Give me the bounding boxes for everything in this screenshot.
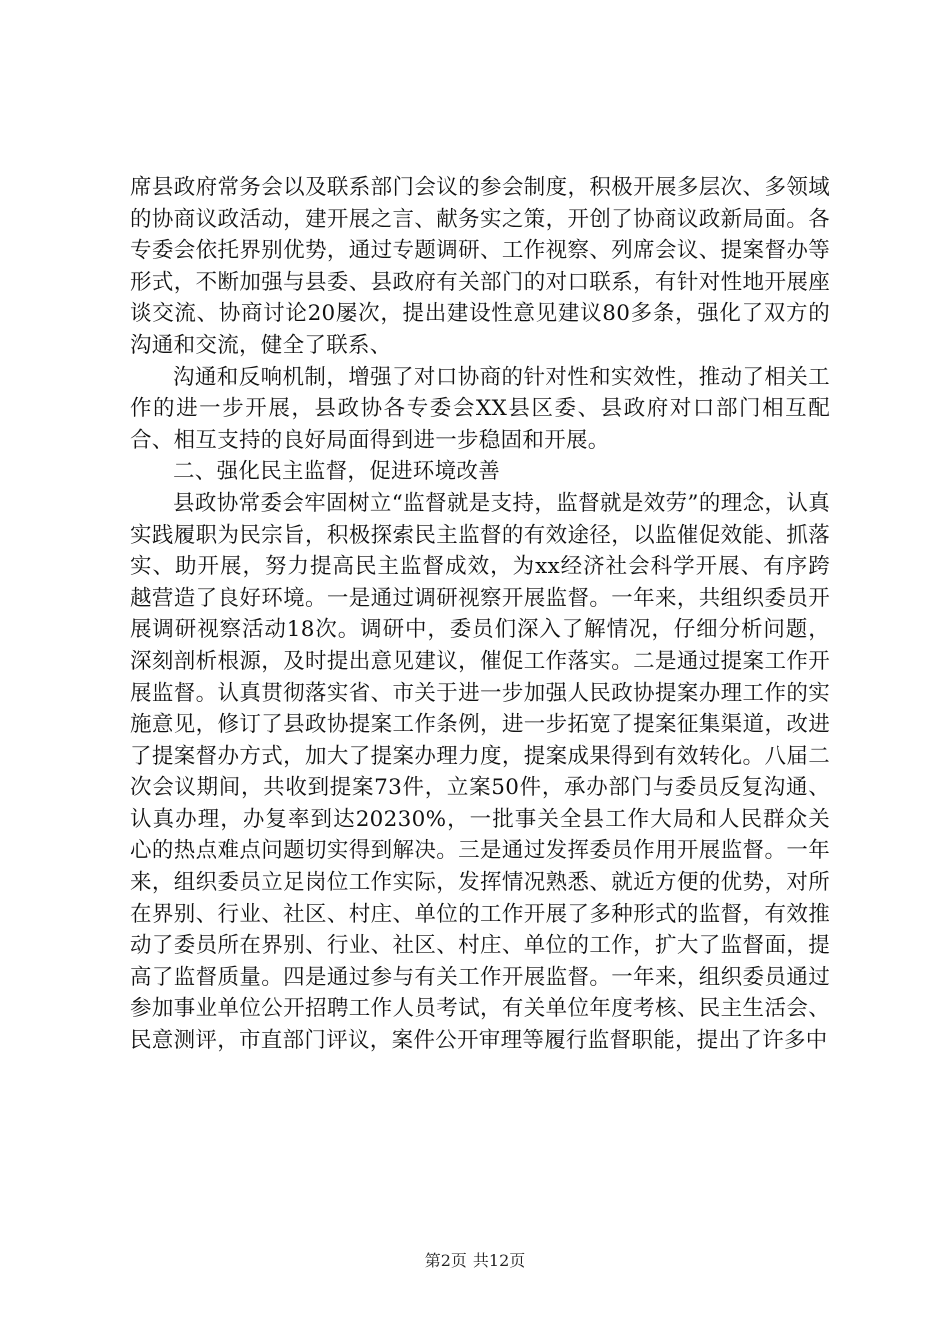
- page-number: 第2页: [424, 1251, 467, 1270]
- document-body: [130, 172, 830, 1057]
- section-heading-democratic-supervision: 二、强化民主监督，促进环境改善: [173, 459, 501, 485]
- paragraph-feedback-mechanism: 沟通和反响机制，增强了对口协商的针对性和实效性，推动了相关工作的进一步开展，县政协各专委会XX县区委、县政府对口部门相互配合、相互支持的良好局面得到进一步稳固和开展。: [130, 364, 830, 453]
- page-total: 共12页: [472, 1251, 526, 1270]
- page-footer: [0, 1248, 950, 1271]
- paragraph-supervision-details: 县政协常委会牢固树立“监督就是支持，监督就是效劳”的理念，认真实践履职为民宗旨，积极探索民主监督的有效途径，以监催促效能、抓落实、助开展，努力提高民主监督成效，为xx经济社会科学开展、有序跨越营造了良好环境。一是通过调研视察开展监督。一年来，共组织委员开展调研视察活动18次。调研中，委员们深入了解情况，仔细分析问题，深刻剖析根源，及时提出意见建议，催促工作落实。二是通过提案工作开展监督。认真贯彻落实省、市关于进一步加强人民政协提案办理工作的实施意见，修订了县政协提案工作条例，进一步拓宽了提案征集渠道，改进了提案督办方式，加大了提案办理力度，提案成果得到有效转化。八届二次会议期间，共收到提案73件，立案50件，承办部门与委员反复沟通、认真办理，办复率到达20230%，一批事关全县工作大局和人民群众关心的热点难点问题切实得到解决。三是通过发挥委员作用开展监督。一年来，组织委员立足岗位工作实际，发挥情况熟悉、就近方便的优势，对所在界别、行业、社区、村庄、单位的工作开展了多种形式的监督，有效推动了委员所在界别、行业、社区、村庄、单位的工作，扩大了监督面，提高了监督质量。四是通过参与有关工作开展监督。一年来，组织委员通过参加事业单位公开招聘工作人员考试，有关单位年度考核、民主生活会、民意测评，市直部门评议，案件公开审理等履行监督职能，提出了许多中: [130, 490, 830, 1054]
- paragraph-continuation: 席县政府常务会以及联系部门会议的参会制度，积极开展多层次、多领域的协商议政活动，建开展之言、献务实之策，开创了协商议政新局面。各专委会依托界别优势，通过专题调研、工作视察、列席会议、提案督办等形式，不断加强与县委、县政府有关部门的对口联系，有针对性地开展座谈交流、协商讨论20屡次，提出建设性意见建议80多条，强化了双方的沟通和交流，健全了联系、: [130, 175, 830, 358]
